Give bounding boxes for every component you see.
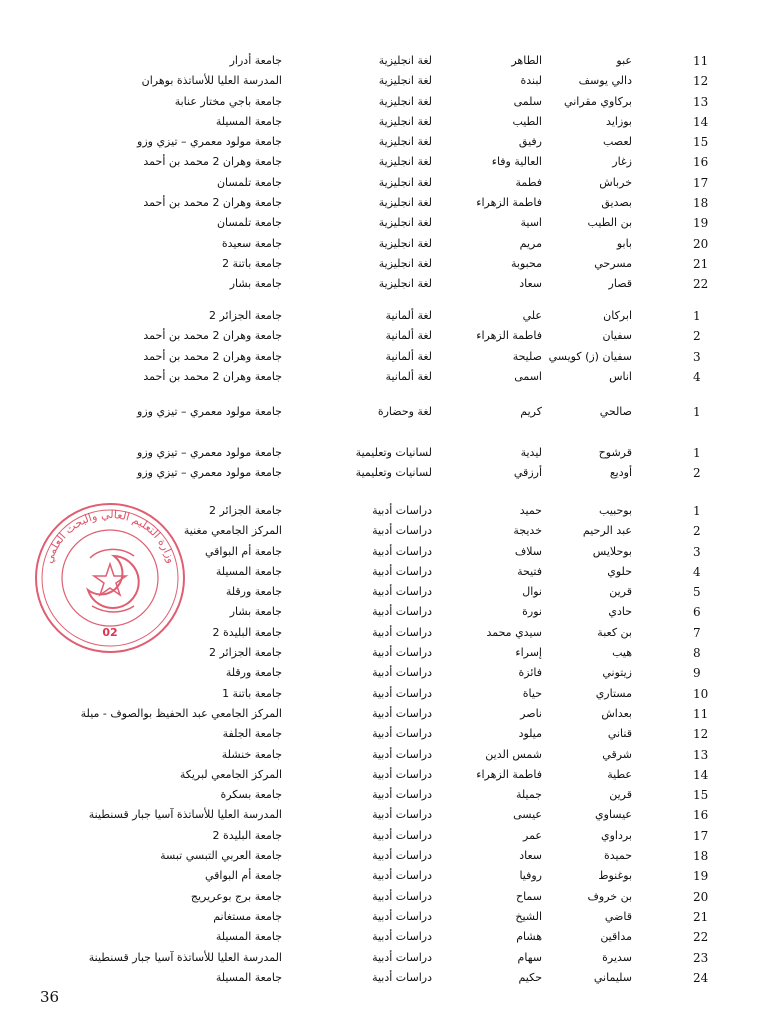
institution: جامعة باتنة 1 — [222, 686, 282, 700]
specialty: دراسات أدبية — [372, 909, 432, 923]
first-name: مريم — [519, 236, 542, 250]
first-name: فائزة — [518, 666, 542, 680]
specialty: لغة وحضارة — [377, 405, 432, 418]
last-name: عبو — [616, 54, 632, 67]
table-row — [0, 704, 772, 724]
institution: المركز الجامعي عبد الحفيظ بوالصوف - ميلة — [80, 706, 282, 720]
specialty: دراسات أدبية — [372, 828, 432, 842]
last-name: شرقي — [602, 747, 632, 761]
row-number: 19 — [693, 216, 709, 231]
specialty: دراسات أدبية — [372, 646, 432, 660]
stamp-number: 02 — [102, 626, 118, 639]
first-name: أرزقي — [513, 466, 542, 480]
record-group — [0, 51, 772, 295]
first-name: هشام — [516, 930, 542, 944]
specialty: دراسات أدبية — [372, 666, 432, 680]
table-row — [0, 326, 772, 346]
first-name: ناصر — [520, 706, 542, 720]
svg-text:وزارة التعليم العالي والبحث ال — [42, 508, 178, 565]
row-number: 18 — [693, 849, 709, 864]
last-name: قصار — [608, 277, 632, 291]
page-number: 36 — [40, 988, 60, 1006]
last-name: بن خروف — [587, 889, 632, 903]
first-name: سهام — [517, 950, 542, 964]
last-name: بصديق — [601, 196, 632, 210]
specialty: لسانيات وتعليمية — [355, 466, 432, 480]
row-number: 15 — [693, 788, 709, 803]
table-row — [0, 173, 772, 193]
row-number: 2 — [693, 524, 701, 539]
first-name: نوال — [522, 585, 542, 599]
institution: جامعة وهران 2 محمد بن أحمد — [143, 155, 282, 169]
last-name: زيتوني — [602, 666, 632, 680]
last-name: بوحبيب — [599, 504, 632, 517]
institution: جامعة البليدة 2 — [212, 828, 282, 842]
table-row — [0, 887, 772, 907]
specialty: لغة ألمانية — [385, 329, 432, 343]
last-name: قرين — [609, 585, 632, 599]
institution: جامعة مولود معمري – تيزي وزو — [137, 446, 282, 459]
institution: جامعة تلمسان — [216, 175, 282, 189]
row-number: 16 — [693, 808, 709, 823]
last-name: ابركان — [603, 309, 632, 322]
last-name: برداوي — [600, 828, 632, 842]
institution: المدرسة العليا للأساتذة بوهران — [141, 74, 282, 88]
institution: جامعة سعيدة — [221, 236, 282, 250]
institution: جامعة مولود معمري – تيزي وزو — [137, 135, 282, 149]
last-name: حميدة — [603, 849, 632, 863]
institution: جامعة الجزائر 2 — [208, 309, 282, 322]
first-name: خديجة — [513, 524, 542, 538]
institution: المدرسة العليا للأساتذة آسيا جبار قسنطينة — [88, 808, 282, 822]
table-row — [0, 193, 772, 213]
institution: جامعة المسيلة — [215, 930, 282, 944]
row-number: 20 — [693, 236, 709, 251]
institution: جامعة وهران 2 محمد بن أحمد — [143, 349, 282, 363]
specialty: لغة انجليزية — [378, 74, 432, 88]
first-name: الطيب — [512, 114, 542, 128]
specialty: لغة انجليزية — [378, 155, 432, 169]
first-name: فاطمة الزهراء — [476, 196, 542, 210]
row-number: 23 — [693, 950, 709, 965]
table-row — [0, 927, 772, 947]
first-name: لبندة — [520, 74, 542, 88]
first-name: جميلة — [515, 788, 542, 802]
institution: جامعة أم البواقي — [205, 544, 282, 558]
institution: جامعة الجزائر 2 — [208, 504, 282, 517]
specialty: لغة انجليزية — [378, 216, 432, 230]
first-name: فطمة — [515, 175, 542, 189]
first-name: سعاد — [519, 849, 542, 863]
row-number: 2 — [693, 329, 701, 344]
specialty: لسانيات وتعليمية — [355, 446, 432, 459]
institution: المدرسة العليا للأساتذة آسيا جبار قسنطينة — [88, 950, 282, 964]
institution: جامعة ورقلة — [225, 585, 282, 599]
first-name: روفيا — [519, 869, 542, 883]
specialty: دراسات أدبية — [372, 686, 432, 700]
specialty: دراسات أدبية — [372, 950, 432, 964]
record-group — [0, 402, 772, 422]
specialty: لغة انجليزية — [378, 135, 432, 149]
last-name: سفيان — [602, 329, 632, 343]
first-name: حياة — [522, 686, 542, 700]
last-name: قاضي — [604, 909, 632, 923]
row-number: 13 — [693, 747, 709, 762]
first-name: حكيم — [518, 970, 542, 984]
last-name: سليماني — [593, 970, 632, 984]
last-name: لعصب — [603, 135, 632, 149]
first-name: فتيحة — [517, 564, 542, 578]
institution: جامعة العربي التبسي تبسة — [160, 849, 282, 863]
last-name: بن كعبة — [597, 625, 632, 639]
first-name: سماح — [515, 889, 542, 903]
row-number: 8 — [693, 646, 701, 661]
institution: جامعة وهران 2 محمد بن أحمد — [143, 196, 282, 210]
institution: جامعة تلمسان — [216, 216, 282, 230]
row-number: 7 — [693, 625, 701, 640]
institution: جامعة المسيلة — [215, 970, 282, 984]
institution: المركز الجامعي لبريكة — [179, 767, 282, 781]
institution: جامعة خنشلة — [221, 747, 282, 761]
specialty: لغة انجليزية — [378, 256, 432, 270]
table-row — [0, 745, 772, 765]
specialty: دراسات أدبية — [372, 504, 432, 517]
table-row — [0, 866, 772, 886]
first-name: كريم — [520, 405, 542, 418]
table-row — [0, 92, 772, 112]
last-name: بوغنوط — [598, 869, 632, 883]
first-name: سيدي محمد — [486, 625, 542, 639]
first-name: صليحة — [512, 349, 542, 363]
table-row — [0, 71, 772, 91]
specialty: لغة انجليزية — [378, 175, 432, 189]
last-name: حادي — [608, 605, 632, 619]
last-name: صالحي — [599, 405, 632, 418]
table-row — [0, 463, 772, 483]
specialty: لغة انجليزية — [378, 94, 432, 108]
table-row — [0, 948, 772, 968]
table-row — [0, 234, 772, 254]
specialty: دراسات أدبية — [372, 808, 432, 822]
institution: جامعة وهران 2 محمد بن أحمد — [143, 329, 282, 343]
last-name: مداقين — [600, 930, 632, 944]
institution: جامعة مولود معمري – تيزي وزو — [137, 466, 282, 480]
last-name: قرشوح — [598, 446, 632, 459]
specialty: لغة ألمانية — [385, 309, 432, 322]
specialty: لغة انجليزية — [378, 114, 432, 128]
row-number: 1 — [693, 405, 701, 419]
table-row — [0, 112, 772, 132]
row-number: 14 — [693, 114, 709, 129]
institution: جامعة ورقلة — [225, 666, 282, 680]
row-number: 21 — [693, 909, 709, 924]
specialty: دراسات أدبية — [372, 524, 432, 538]
row-number: 5 — [693, 585, 701, 600]
institution: جامعة بسكرة — [220, 788, 282, 802]
institution: جامعة البليدة 2 — [212, 625, 282, 639]
table-row — [0, 907, 772, 927]
last-name: عبد الرحيم — [582, 524, 632, 538]
last-name: خرباش — [599, 175, 632, 189]
row-number: 21 — [693, 256, 709, 271]
specialty: دراسات أدبية — [372, 849, 432, 863]
institution: جامعة برج بوعريريج — [190, 889, 282, 903]
row-number: 1 — [693, 504, 701, 518]
last-name: زغار — [612, 155, 632, 169]
row-number: 24 — [693, 970, 709, 985]
table-row — [0, 367, 772, 387]
ministry-seal-stamp — [30, 498, 190, 658]
institution: جامعة الجلفة — [222, 727, 282, 741]
first-name: ميلود — [518, 727, 542, 741]
first-name: سعاد — [519, 277, 542, 291]
first-name: فاطمة الزهراء — [476, 329, 542, 343]
first-name: سلمى — [513, 94, 542, 108]
table-row — [0, 132, 772, 152]
specialty: دراسات أدبية — [372, 767, 432, 781]
table-row — [0, 213, 772, 233]
table-row — [0, 968, 772, 988]
specialty: دراسات أدبية — [372, 585, 432, 599]
institution: جامعة المسيلة — [215, 564, 282, 578]
row-number: 3 — [693, 544, 701, 559]
row-number: 1 — [693, 309, 701, 323]
table-row — [0, 51, 772, 71]
first-name: محبوبة — [511, 256, 542, 270]
last-name: بوزايد — [606, 114, 632, 128]
first-name: اسية — [520, 216, 542, 230]
row-number: 17 — [693, 828, 709, 843]
table-row — [0, 443, 772, 463]
last-name: عطية — [607, 767, 632, 781]
last-name: دالي يوسف — [578, 74, 632, 88]
first-name: ليدية — [520, 446, 542, 459]
stamp-text: وزارة التعليم العالي والبحث العلمي — [41, 507, 178, 565]
table-row — [0, 785, 772, 805]
first-name: نورة — [522, 605, 542, 619]
specialty: دراسات أدبية — [372, 727, 432, 741]
table-row — [0, 765, 772, 785]
table-row — [0, 805, 772, 825]
first-name: شمس الدين — [485, 747, 542, 761]
first-name: رفيق — [518, 135, 542, 149]
first-name: إسراء — [515, 646, 542, 660]
table-row — [0, 152, 772, 172]
row-number: 4 — [693, 369, 701, 384]
row-number: 12 — [693, 74, 709, 89]
record-group — [0, 306, 772, 387]
specialty: دراسات أدبية — [372, 747, 432, 761]
first-name: العالية وفاء — [491, 155, 542, 169]
table-row — [0, 254, 772, 274]
last-name: مسرحي — [594, 256, 632, 270]
table-row — [0, 347, 772, 367]
last-name: هيب — [612, 646, 632, 660]
record-group — [0, 443, 772, 484]
row-number: 17 — [693, 175, 709, 190]
institution: جامعة أم البواقي — [205, 869, 282, 883]
specialty: دراسات أدبية — [372, 889, 432, 903]
row-number: 10 — [693, 686, 709, 701]
institution: جامعة بشار — [229, 277, 282, 291]
last-name: قرين — [609, 788, 632, 802]
first-name: حميد — [519, 504, 542, 517]
table-row — [0, 402, 772, 422]
institution: جامعة باجي مختار عنابة — [174, 94, 282, 108]
row-number: 16 — [693, 155, 709, 170]
specialty: لغة انجليزية — [378, 277, 432, 291]
last-name: بابو — [616, 236, 632, 250]
table-row — [0, 684, 772, 704]
institution: جامعة أدرار — [229, 54, 282, 67]
specialty: دراسات أدبية — [372, 788, 432, 802]
row-number: 12 — [693, 727, 709, 742]
last-name: عيساوي — [595, 808, 632, 822]
row-number: 22 — [693, 930, 709, 945]
institution: جامعة وهران 2 محمد بن أحمد — [143, 369, 282, 383]
specialty: دراسات أدبية — [372, 544, 432, 558]
last-name: حلوي — [607, 564, 632, 578]
institution: جامعة المسيلة — [215, 114, 282, 128]
row-number: 14 — [693, 767, 709, 782]
row-number: 3 — [693, 349, 701, 364]
specialty: لغة ألمانية — [385, 349, 432, 363]
institution: جامعة باتنة 2 — [222, 256, 282, 270]
last-name: مستاري — [595, 686, 632, 700]
first-name: علي — [522, 309, 542, 322]
last-name: بوحلايس — [592, 544, 632, 558]
row-number: 11 — [693, 706, 709, 721]
specialty: دراسات أدبية — [372, 930, 432, 944]
table-row — [0, 724, 772, 744]
last-name: قناني — [607, 727, 632, 741]
specialty: لغة انجليزية — [378, 196, 432, 210]
row-number: 6 — [693, 605, 701, 620]
table-row — [0, 846, 772, 866]
specialty: دراسات أدبية — [372, 625, 432, 639]
row-number: 15 — [693, 135, 709, 150]
specialty: لغة ألمانية — [385, 369, 432, 383]
institution: جامعة الجزائر 2 — [208, 646, 282, 660]
row-number: 9 — [693, 666, 701, 681]
row-number: 20 — [693, 889, 709, 904]
row-number: 1 — [693, 446, 701, 460]
row-number: 11 — [693, 54, 709, 68]
specialty: لغة انجليزية — [378, 54, 432, 67]
specialty: لغة انجليزية — [378, 236, 432, 250]
first-name: فاطمة الزهراء — [476, 767, 542, 781]
row-number: 19 — [693, 869, 709, 884]
row-number: 18 — [693, 196, 709, 211]
row-number: 2 — [693, 466, 701, 481]
last-name: أوديع — [609, 466, 632, 480]
specialty: دراسات أدبية — [372, 605, 432, 619]
row-number: 22 — [693, 277, 709, 292]
last-name: بن الطيب — [587, 216, 632, 230]
specialty: دراسات أدبية — [372, 706, 432, 720]
row-number: 4 — [693, 564, 701, 579]
institution: جامعة مستغانم — [213, 909, 282, 923]
last-name: سديرة — [602, 950, 632, 964]
table-row — [0, 306, 772, 326]
first-name: الطاهر — [511, 54, 542, 67]
institution: جامعة مولود معمري – تيزي وزو — [137, 405, 282, 418]
table-row — [0, 826, 772, 846]
institution: جامعة بشار — [229, 605, 282, 619]
institution: المركز الجامعي مغنية — [183, 524, 282, 538]
last-name: اناس — [609, 369, 632, 383]
last-name: سفيان (ز) كويسي — [548, 349, 632, 363]
last-name: بركاوي مقراني — [564, 94, 632, 108]
specialty: دراسات أدبية — [372, 869, 432, 883]
table-row — [0, 274, 772, 294]
first-name: عمر — [523, 828, 542, 842]
row-number: 13 — [693, 94, 709, 109]
last-name: بعداش — [601, 706, 632, 720]
specialty: دراسات أدبية — [372, 970, 432, 984]
first-name: عيسى — [513, 808, 542, 822]
first-name: الشيخ — [515, 909, 542, 923]
table-row — [0, 663, 772, 683]
specialty: دراسات أدبية — [372, 564, 432, 578]
first-name: سلاف — [514, 544, 542, 558]
first-name: اسمى — [514, 369, 542, 383]
